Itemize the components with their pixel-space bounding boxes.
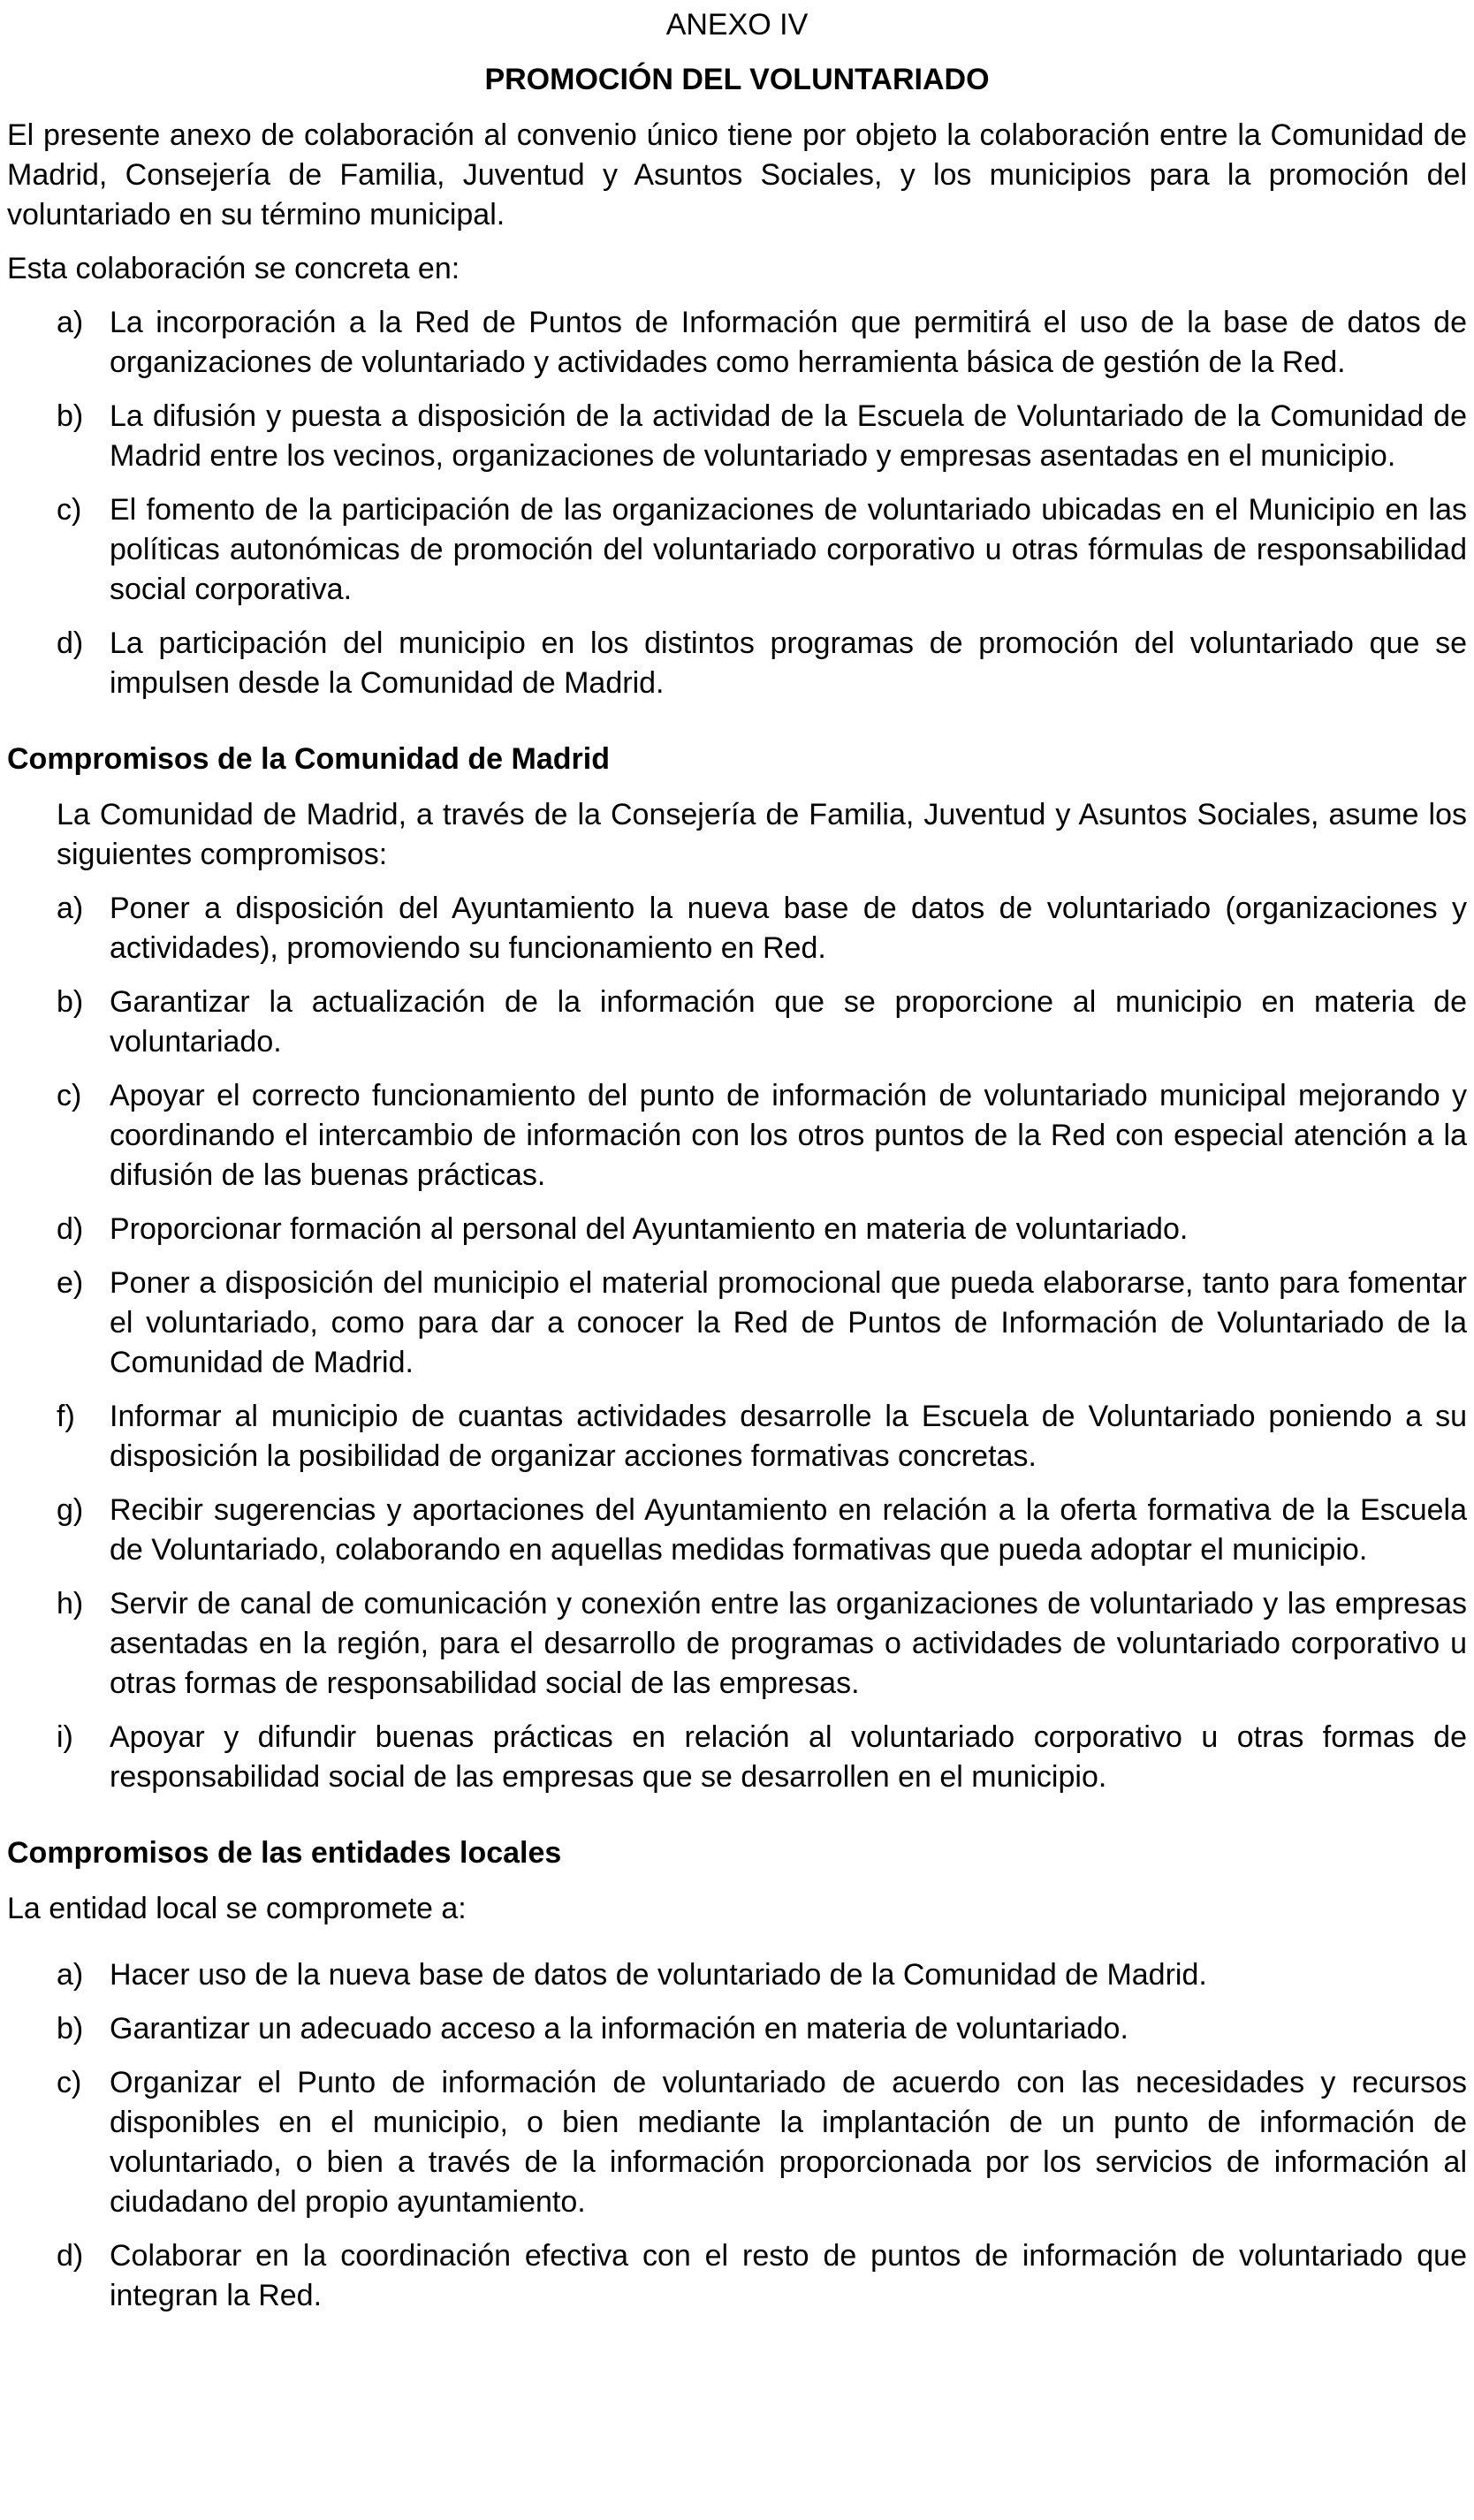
item-marker: a) xyxy=(57,1958,84,1992)
list-item xyxy=(7,1076,1467,1195)
list-item xyxy=(7,1955,1467,1995)
comunidad-commitments-list xyxy=(7,889,1467,1797)
item-text: La participación del municipio en los distintos programas de promoción del voluntariado que se impulsen desde la Comunidad de Madrid. xyxy=(110,626,1467,700)
item-text: Informar al municipio de cuantas actividades desarrolle la Escuela de Voluntariado poniendo a su disposición la posibilidad de organizar acciones formativas concretas. xyxy=(110,1400,1467,1473)
list-item xyxy=(7,1718,1467,1797)
list-item xyxy=(7,303,1467,383)
list-item xyxy=(7,1491,1467,1570)
annex-label: ANEXO IV xyxy=(665,8,809,42)
list-item xyxy=(7,983,1467,1062)
item-text: La difusión y puesta a disposición de la actividad de la Escuela de Voluntariado de la Comunidad de Madrid entre los vecinos, organizaciones de voluntariado y empresas asentadas en el municipio. xyxy=(110,399,1467,473)
list-item xyxy=(7,624,1467,703)
item-text: Colaborar en la coordinación efectiva con el resto de puntos de información de voluntariado que integran la Red. xyxy=(110,2239,1467,2312)
item-marker: i) xyxy=(57,1720,73,1754)
list-item xyxy=(7,2236,1467,2316)
item-text: Servir de canal de comunicación y conexión entre las organizaciones de voluntariado y las empresas asentadas en la región, para el desarrollo de programas o actividades de voluntariado corporativo u otras formas de responsabilidad social de las empresas. xyxy=(110,1587,1467,1700)
item-marker: b) xyxy=(57,985,84,1019)
intro-list xyxy=(7,303,1467,703)
list-item xyxy=(7,1210,1467,1249)
list-item xyxy=(7,397,1467,476)
item-text: El fomento de la participación de las organizaciones de voluntariado ubicadas en el Municipio en las políticas autonómicas de promoción del voluntariado corporativo u otras fórmulas de responsabilidad social corporativa. xyxy=(110,493,1467,606)
section-heading-comunidad: Compromisos de la Comunidad de Madrid xyxy=(7,742,610,776)
item-marker: b) xyxy=(57,399,84,433)
item-text: Recibir sugerencias y aportaciones del Ayuntamiento en relación a la oferta formativa de la Escuela de Voluntariado, colaborando en aquellas medidas formativas que pueda adoptar el municipio. xyxy=(110,1493,1467,1567)
item-text: Proporcionar formación al personal del Ayuntamiento en materia de voluntariado. xyxy=(110,1212,1189,1246)
item-marker: d) xyxy=(57,2239,84,2273)
item-marker: d) xyxy=(57,626,84,660)
item-marker: b) xyxy=(57,2012,84,2046)
item-text: Garantizar un adecuado acceso a la información en materia de voluntariado. xyxy=(110,2012,1128,2046)
item-marker: c) xyxy=(57,2066,82,2099)
list-item xyxy=(7,1397,1467,1476)
section-heading-entidades: Compromisos de las entidades locales xyxy=(7,1836,562,1870)
item-text: Apoyar y difundir buenas prácticas en relación al voluntariado corporativo u otras formas de responsabilidad social de las empresas que se desarrollen en el municipio. xyxy=(110,1720,1467,1794)
list-item xyxy=(7,1264,1467,1383)
item-marker: c) xyxy=(57,1079,82,1112)
item-marker: d) xyxy=(57,1212,84,1246)
item-marker: f) xyxy=(57,1400,75,1433)
list-item xyxy=(7,490,1467,610)
section-comunidad-lead xyxy=(7,795,1467,875)
item-marker: g) xyxy=(57,1493,84,1527)
item-text: Apoyar el correcto funcionamiento del punto de información de voluntariado municipal mejorando y coordinando el intercambio de información con los otros puntos de la Red con especial atención a la difusión de las buenas prácticas. xyxy=(110,1079,1467,1192)
item-text: Poner a disposición del municipio el material promocional que pueda elaborarse, tanto para fomentar el voluntariado, como para dar a conocer la Red de Puntos de Información de Voluntariado de la Comunidad de Madrid. xyxy=(110,1266,1467,1379)
list-item xyxy=(7,1584,1467,1704)
document-title: PROMOCIÓN DEL VOLUNTARIADO xyxy=(484,63,990,96)
lead-text: La Comunidad de Madrid, a través de la Consejería de Familia, Juventud y Asuntos Sociales, asume los siguientes compromisos: xyxy=(57,798,1467,871)
entidades-commitments-list xyxy=(7,1955,1467,2316)
item-marker: e) xyxy=(57,1266,84,1300)
list-item xyxy=(7,889,1467,968)
section-entidades-lead: La entidad local se compromete a: xyxy=(7,1892,467,1925)
intro-paragraph: El presente anexo de colaboración al convenio único tiene por objeto la colaboración entre la Comunidad de Madrid, Consejería de Familia, Juventud y Asuntos Sociales, y los municipios para la promoción del voluntariado en su término municipal. xyxy=(7,118,1467,232)
item-text: Organizar el Punto de información de voluntariado de acuerdo con las necesidades y recursos disponibles en el municipio, o bien mediante la implantación de un punto de información de voluntariado, o bien a través de la información proporcionada por los servicios de información al ciudadano del propio ayuntamiento. xyxy=(110,2066,1467,2219)
item-text: Hacer uso de la nueva base de datos de voluntariado de la Comunidad de Madrid. xyxy=(110,1958,1207,1992)
item-text: Poner a disposición del Ayuntamiento la nueva base de datos de voluntariado (organizaciones y actividades), promoviendo su funcionamiento en Red. xyxy=(110,892,1467,965)
item-marker: a) xyxy=(57,306,84,339)
list-item xyxy=(7,2009,1467,2049)
list-item xyxy=(7,2063,1467,2222)
item-text: La incorporación a la Red de Puntos de Información que permitirá el uso de la base de datos de organizaciones de voluntariado y actividades como herramienta básica de gestión de la Red. xyxy=(110,306,1467,379)
intro-lead: Esta colaboración se concreta en: xyxy=(7,252,460,285)
item-marker: a) xyxy=(57,892,84,925)
item-text: Garantizar la actualización de la información que se proporcione al municipio en materia de voluntariado. xyxy=(110,985,1467,1059)
item-marker: h) xyxy=(57,1587,84,1621)
item-marker: c) xyxy=(57,493,82,527)
